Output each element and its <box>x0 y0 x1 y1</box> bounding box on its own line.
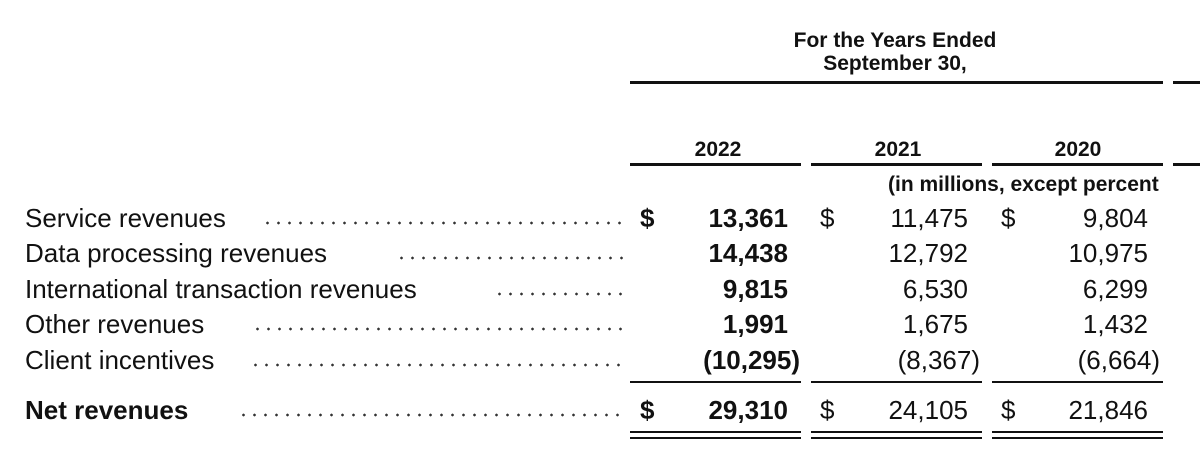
period-header-rule <box>630 81 1163 84</box>
value-2021: (8,367) <box>897 345 980 375</box>
dollar-sign-2022: $ <box>640 395 655 425</box>
period-header-line1: For the Years Ended <box>793 29 997 52</box>
leader-dots <box>396 256 624 260</box>
leader-dots <box>262 221 624 225</box>
total-double-rule-2022-bottom <box>630 437 801 439</box>
value-2020: 9,804 <box>1082 203 1148 233</box>
row-label-service-revenues: Service revenues <box>25 203 226 233</box>
leader-dots <box>250 363 624 367</box>
dollar-sign-2021: $ <box>820 203 835 233</box>
period-header <box>700 29 1090 75</box>
total-double-rule-2021-bottom <box>811 437 982 439</box>
total-2020: 21,846 <box>1068 395 1148 425</box>
dollar-sign-2020: $ <box>1001 395 1016 425</box>
year-2021-rule <box>811 163 982 166</box>
value-2021: 11,475 <box>890 203 968 233</box>
dollar-sign-2022: $ <box>640 203 655 233</box>
value-2021: 1,675 <box>902 309 968 339</box>
year-2020-rule <box>992 163 1163 166</box>
row-label-client-incentives: Client incentives <box>25 345 215 375</box>
total-double-rule-2021-top <box>811 431 982 433</box>
year-rule-extension <box>1173 163 1200 166</box>
value-2020: 10,975 <box>1068 238 1148 268</box>
row-label-net-revenues: Net revenues <box>25 395 189 425</box>
leader-dots <box>252 327 624 331</box>
subtotal-rule-2022 <box>630 381 801 383</box>
units-note: (in millions, except percent <box>888 173 1159 196</box>
subtotal-rule-2021 <box>811 381 982 383</box>
value-2021: 6,530 <box>902 274 968 304</box>
period-header-line2: September 30, <box>823 52 967 75</box>
value-2020: 6,299 <box>1082 274 1148 304</box>
row-label-other-revenues: Other revenues <box>25 309 205 339</box>
value-2020: (6,664) <box>1077 345 1160 375</box>
value-2020: 1,432 <box>1082 309 1148 339</box>
year-2022-heading: 2022 <box>694 138 742 161</box>
subtotal-rule-2020 <box>992 381 1163 383</box>
value-2022: (10,295) <box>703 345 800 375</box>
dollar-sign-2021: $ <box>820 395 835 425</box>
total-double-rule-2020-top <box>992 431 1163 433</box>
value-2021: 12,792 <box>888 238 968 268</box>
row-label-international-transaction-revenues: International transaction revenues <box>25 274 417 304</box>
year-2022-rule <box>630 163 801 166</box>
value-2022: 14,438 <box>708 238 788 268</box>
period-header-rule-extension <box>1173 81 1200 84</box>
leader-dots <box>238 413 624 417</box>
total-double-rule-2022-top <box>630 431 801 433</box>
value-2022: 1,991 <box>722 309 788 339</box>
row-label-data-processing-revenues: Data processing revenues <box>25 238 328 268</box>
value-2022: 13,361 <box>708 203 788 233</box>
dollar-sign-2020: $ <box>1001 203 1016 233</box>
year-2020-heading: 2020 <box>1054 138 1102 161</box>
total-2022: 29,310 <box>708 395 788 425</box>
leader-dots <box>494 292 624 296</box>
year-2021-heading: 2021 <box>874 138 922 161</box>
total-2021: 24,105 <box>888 395 968 425</box>
value-2022: 9,815 <box>722 274 788 304</box>
total-double-rule-2020-bottom <box>992 437 1163 439</box>
